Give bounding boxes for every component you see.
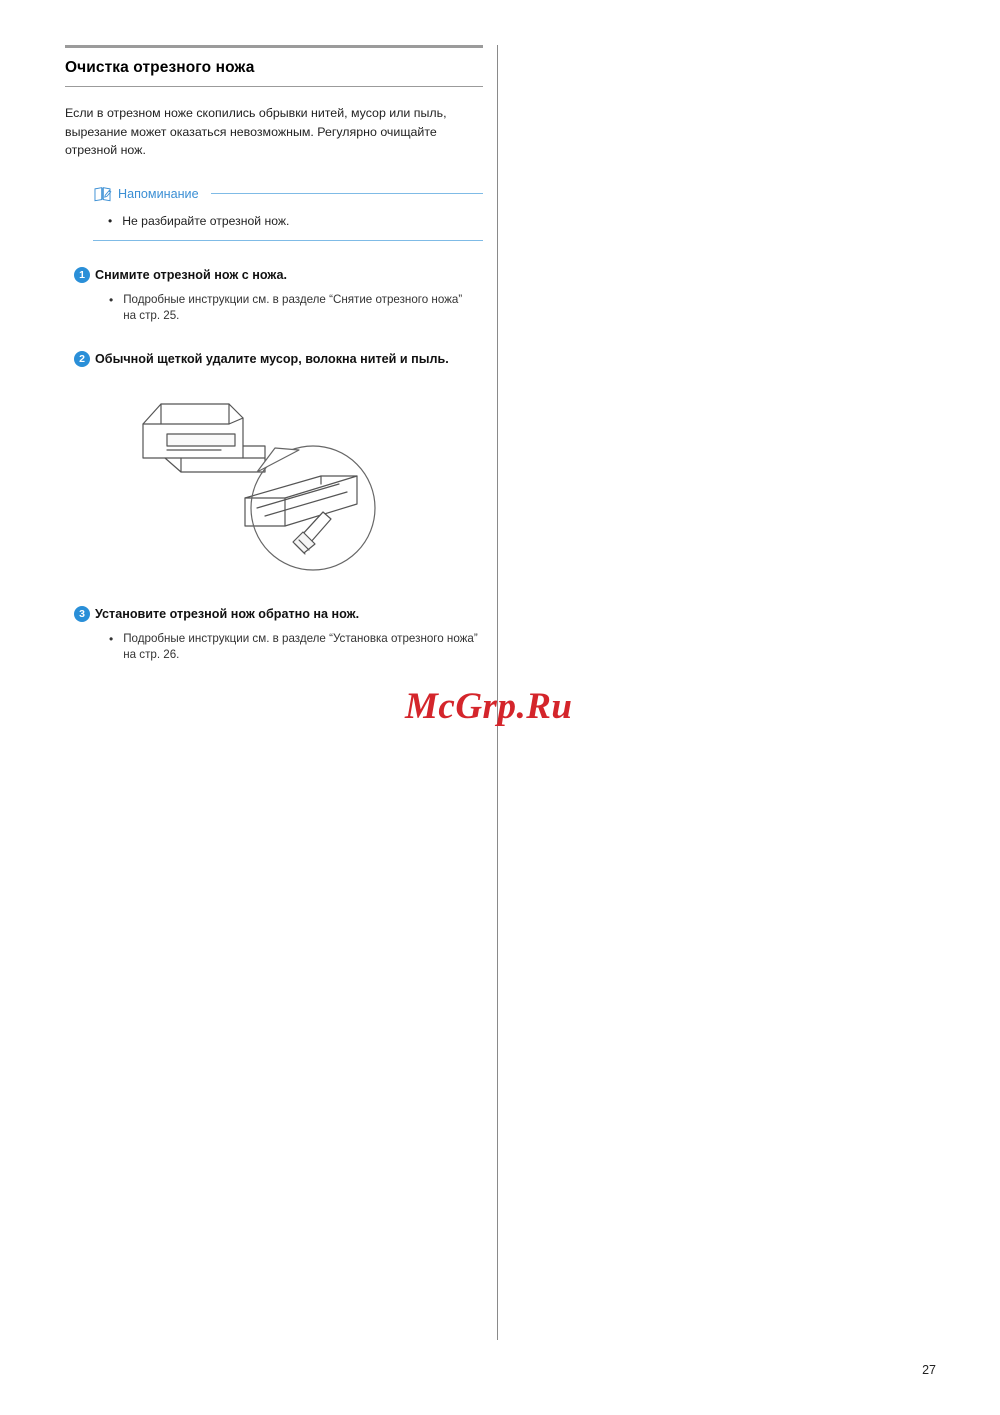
step-1-number: 1 xyxy=(74,267,90,283)
step-3-note-text: Подробные инструкции см. в разделе “Установка отрезного ножа” на стр. 26. xyxy=(123,631,478,661)
intro-paragraph: Если в отрезном ноже скопились обрывки нитей, мусор или пыль, вырезание может оказаться невозможным. Регулярно очищайте отрезной нож. xyxy=(65,106,447,157)
step-2-number: 2 xyxy=(74,351,90,367)
page-number: 27 xyxy=(922,1363,936,1377)
step-1-title: Снимите отрезной нож с ножа. xyxy=(95,267,287,282)
step-1-note xyxy=(109,292,483,325)
reminder-body xyxy=(93,213,483,241)
page-title: Очистка отрезного ножа xyxy=(65,59,255,76)
cutter-blade-cleaning-illustration xyxy=(125,380,465,580)
step-2-title: Обычной щеткой удалите мусор, волокна нитей и пыль. xyxy=(95,351,449,366)
step-3-number: 3 xyxy=(74,606,90,622)
note-book-icon xyxy=(93,186,112,202)
step-1 xyxy=(65,266,483,325)
reminder-block xyxy=(93,186,483,241)
title-rule-bottom xyxy=(65,86,483,87)
step-1-note-text: Подробные инструкции см. в разделе “Снятие отрезного ножа” на стр. 25. xyxy=(123,292,463,322)
reminder-rule xyxy=(211,193,483,194)
step-3 xyxy=(65,605,483,664)
reminder-list-item xyxy=(108,213,483,230)
step-3-note xyxy=(109,631,483,664)
bullet-icon: • xyxy=(109,292,114,307)
bullet-icon: • xyxy=(109,631,114,646)
reminder-header xyxy=(93,186,483,202)
step-3-title: Установите отрезной нож обратно на нож. xyxy=(95,606,360,621)
watermark: McGrp.Ru xyxy=(405,686,573,727)
step-2 xyxy=(65,350,483,368)
reminder-title: Напоминание xyxy=(118,186,199,201)
page-content xyxy=(65,45,483,664)
bullet-icon: • xyxy=(108,213,113,228)
title-rule-top xyxy=(65,45,483,48)
reminder-item-text: Не разбирайте отрезной нож. xyxy=(122,213,290,228)
